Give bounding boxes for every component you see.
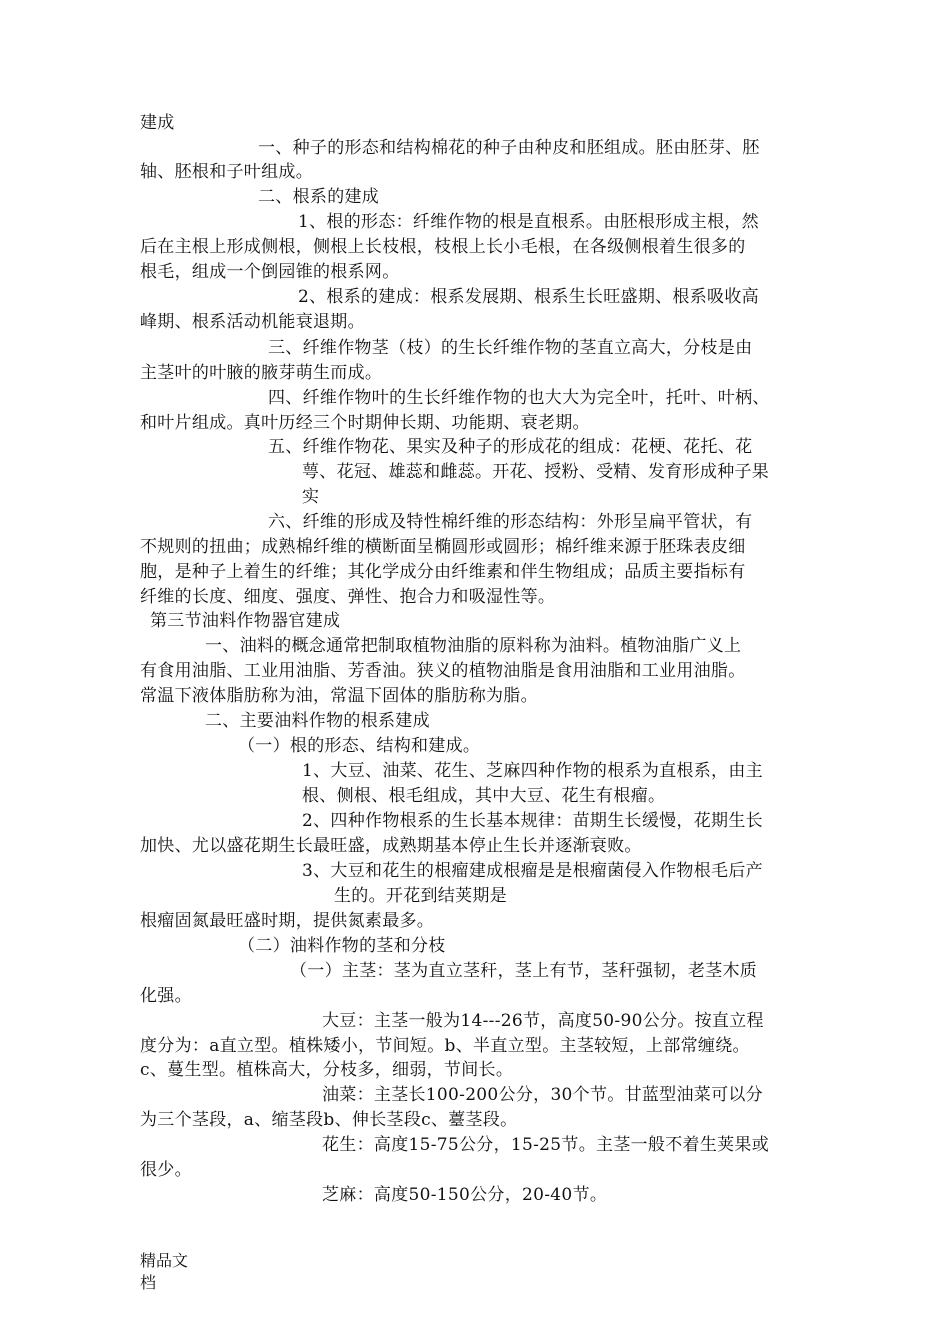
text-line: 四、纤维作物叶的生长纤维作物的也大大为完全叶，托叶、叶柄、 [268, 388, 770, 408]
text-line: 根瘤固氮最旺盛时期，提供氮素最多。 [140, 911, 435, 931]
text-line: 花生：高度15-75公分，15-25节。主茎一般不着生荚果或 [322, 1135, 770, 1155]
text-line: 主茎叶的叶腋的腋芽萌生而成。 [140, 363, 383, 383]
text-line: 芝麻：高度50-150公分，20-40节。 [322, 1185, 608, 1205]
text-line: 常温下液体脂肪称为油，常温下固体的脂肪称为脂。 [140, 686, 538, 706]
text-line: 纤维的长度、细度、强度、弹性、抱合力和吸湿性等。 [140, 587, 556, 607]
text-line: 实 [302, 487, 320, 507]
text-line: （一）根的形态、结构和建成。 [238, 736, 481, 756]
text-line: 2、四种作物根系的生长基本规律：苗期生长缓慢，花期生长 [302, 811, 763, 831]
text-line: 建成 [140, 113, 175, 133]
text-line: 五、纤维作物花、果实及种子的形成花的组成：花梗、花托、花 [268, 437, 753, 457]
text-line: 根、侧根、根毛组成，其中大豆、花生有根瘤。 [302, 786, 666, 806]
text-line: 有食用油脂、工业用油脂、芳香油。狭义的植物油脂是食用油脂和工业用油脂。 [140, 661, 746, 681]
text-line: 1、大豆、油菜、花生、芝麻四种作物的根系为直根系，由主 [302, 761, 763, 781]
text-line: 六、纤维的形成及特性棉纤维的形态结构：外形呈扁平管状，有 [268, 512, 753, 532]
text-line: 根毛，组成一个倒园锥的根系网。 [140, 262, 400, 282]
footer-watermark [140, 1250, 188, 1294]
text-line: 和叶片组成。真叶历经三个时期伸长期、功能期、衰老期。 [140, 413, 590, 433]
text-line: （一）主茎：茎为直立茎秆，茎上有节，茎秆强韧，老茎木质 [290, 961, 758, 981]
text-line: 度分为：a直立型。植株矮小，节间短。b、半直立型。主茎较短，上部常缠绕。 [140, 1036, 750, 1056]
text-line: 胞，是种子上着生的纤维；其化学成分由纤维素和伴生物组成；品质主要指标有 [140, 562, 746, 582]
text-line: 三、纤维作物茎（枝）的生长纤维作物的茎直立高大，分枝是由 [268, 338, 753, 358]
text-line: 峰期、根系活动机能衰退期。 [140, 312, 365, 332]
footer-line: 档 [140, 1273, 157, 1292]
text-line: 后在主根上形成侧根，侧根上长枝根，枝根上长小毛根，在各级侧根着生很多的 [140, 237, 746, 257]
text-line: 不规则的扭曲；成熟棉纤维的横断面呈椭圆形或圆形；棉纤维来源于胚珠表皮细 [140, 537, 746, 557]
text-line: 一、油料的概念通常把制取植物油脂的原料称为油料。植物油脂广义上 [205, 636, 742, 656]
footer-line: 精品文 [140, 1251, 189, 1270]
text-line: 2、根系的建成：根系发展期、根系生长旺盛期、根系吸收高 [298, 287, 759, 307]
text-line: 轴、胚根和子叶组成。 [140, 162, 313, 182]
text-line: 为三个茎段，a、缩茎段b、伸长茎段c、薹茎段。 [140, 1110, 518, 1130]
text-line: 萼、花冠、雄蕊和雌蕊。开花、授粉、受精、发育形成种子果 [302, 462, 770, 482]
text-line: 化强。 [140, 986, 192, 1006]
section-heading: 二、根系的建成 [258, 187, 380, 207]
text-line: 很少。 [140, 1160, 192, 1180]
text-line: 大豆：主茎一般为14---26节，高度50-90公分。按直立程 [322, 1011, 764, 1031]
text-line: 3、大豆和花生的根瘤建成根瘤是是根瘤菌侵入作物根毛后产 [302, 861, 763, 881]
text-line: c、蔓生型。植株高大，分枝多，细弱，节间长。 [140, 1060, 514, 1080]
section-heading: 二、主要油料作物的根系建成 [205, 711, 430, 731]
text-line: 生的。开花到结荚期是 [334, 886, 507, 906]
section-heading: 第三节油料作物器官建成 [150, 611, 341, 631]
text-line: 1、根的形态：纤维作物的根是直根系。由胚根形成主根，然 [298, 212, 759, 232]
text-line: 油菜：主茎长100-200公分，30个节。甘蓝型油菜可以分 [322, 1085, 763, 1105]
text-line: 加快、尤以盛花期生长最旺盛，成熟期基本停止生长并逐渐衰败。 [140, 836, 642, 856]
section-heading: （二）油料作物的茎和分枝 [238, 936, 446, 956]
text-line: 一、种子的形态和结构棉花的种子由种皮和胚组成。胚由胚芽、胚 [258, 138, 760, 158]
